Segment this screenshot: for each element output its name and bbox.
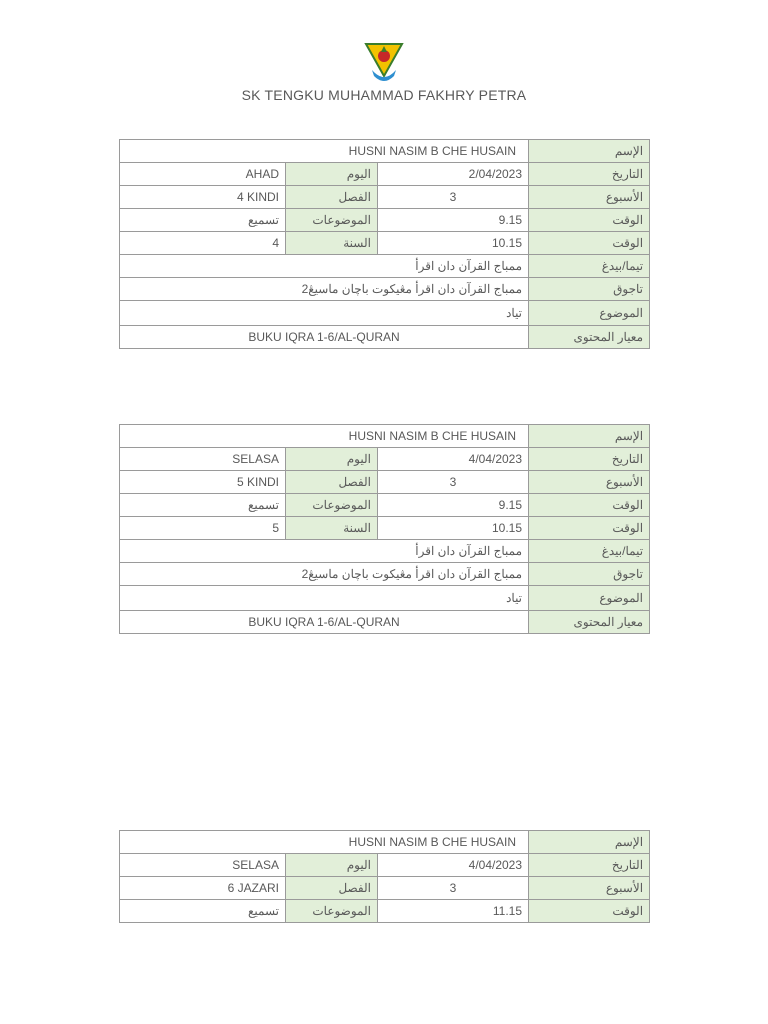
content-standard-value: BUKU IQRA 1-6/AL-QURAN (120, 326, 529, 349)
week-value: 3 (378, 471, 529, 494)
label-topics: الموضوعات (286, 209, 378, 232)
lesson-plan-table (119, 424, 650, 634)
label-class: الفصل (286, 186, 378, 209)
teacher-name: HUSNI NASIM B CHE HUSAIN (120, 140, 529, 163)
topic-value: تياد (120, 301, 529, 326)
label-class: الفصل (286, 471, 378, 494)
teacher-name: HUSNI NASIM B CHE HUSAIN (120, 831, 529, 854)
label-time: الوقت (529, 209, 650, 232)
label-year: السنة (286, 517, 378, 540)
label-title: تاجوق (529, 563, 650, 586)
label-date: التاريخ (529, 448, 650, 471)
year-value: 5 (120, 517, 286, 540)
label-theme: تيما/بيدغ (529, 255, 650, 278)
title-value: ممباج القرآن دان اقرأ مڠيكوت باچان ماسيڠ2 (120, 563, 529, 586)
label-date: التاريخ (529, 163, 650, 186)
school-logo (364, 40, 404, 84)
date-value: 4/04/2023 (378, 448, 529, 471)
date-value: 2/04/2023 (378, 163, 529, 186)
label-time: الوقت (529, 494, 650, 517)
label-standard: معيار المحتوى (529, 326, 650, 349)
topics-value: تسميع (120, 209, 286, 232)
week-value: 3 (378, 186, 529, 209)
theme-value: ممباج القرآن دان اقرأ (120, 540, 529, 563)
label-time: الوقت (529, 900, 650, 923)
label-day: اليوم (286, 854, 378, 877)
content-standard-value: BUKU IQRA 1-6/AL-QURAN (120, 611, 529, 634)
class-value: 6 JAZARI (120, 877, 286, 900)
time-start-value: 9.15 (378, 209, 529, 232)
label-topics: الموضوعات (286, 900, 378, 923)
theme-value: ممباج القرآن دان اقرأ (120, 255, 529, 278)
class-value: 5 KINDI (120, 471, 286, 494)
year-value: 4 (120, 232, 286, 255)
topic-value: تياد (120, 586, 529, 611)
label-title: تاجوق (529, 278, 650, 301)
time-start-value: 11.15 (378, 900, 529, 923)
time-end-value: 10.15 (378, 232, 529, 255)
label-standard: معيار المحتوى (529, 611, 650, 634)
day-value: SELASA (120, 854, 286, 877)
day-value: SELASA (120, 448, 286, 471)
label-time: الوقت (529, 232, 650, 255)
label-date: التاريخ (529, 854, 650, 877)
lesson-plan-table (119, 830, 650, 923)
topics-value: تسميع (120, 494, 286, 517)
label-class: الفصل (286, 877, 378, 900)
teacher-name: HUSNI NASIM B CHE HUSAIN (120, 425, 529, 448)
label-week: الأسبوع (529, 877, 650, 900)
label-name: الإسم (529, 140, 650, 163)
label-name: الإسم (529, 425, 650, 448)
label-day: اليوم (286, 448, 378, 471)
time-end-value: 10.15 (378, 517, 529, 540)
time-start-value: 9.15 (378, 494, 529, 517)
week-value: 3 (378, 877, 529, 900)
label-week: الأسبوع (529, 471, 650, 494)
label-topics: الموضوعات (286, 494, 378, 517)
label-day: اليوم (286, 163, 378, 186)
title-value: ممباج القرآن دان اقرأ مڠيكوت باچان ماسيڠ2 (120, 278, 529, 301)
label-topic: الموضوع (529, 301, 650, 326)
label-week: الأسبوع (529, 186, 650, 209)
label-topic: الموضوع (529, 586, 650, 611)
label-theme: تيما/بيدغ (529, 540, 650, 563)
day-value: AHAD (120, 163, 286, 186)
date-value: 4/04/2023 (378, 854, 529, 877)
label-time: الوقت (529, 517, 650, 540)
topics-value: تسميع (120, 900, 286, 923)
label-year: السنة (286, 232, 378, 255)
lesson-plan-table (119, 139, 650, 349)
school-name: SK TENGKU MUHAMMAD FAKHRY PETRA (241, 87, 527, 103)
class-value: 4 KINDI (120, 186, 286, 209)
label-name: الإسم (529, 831, 650, 854)
